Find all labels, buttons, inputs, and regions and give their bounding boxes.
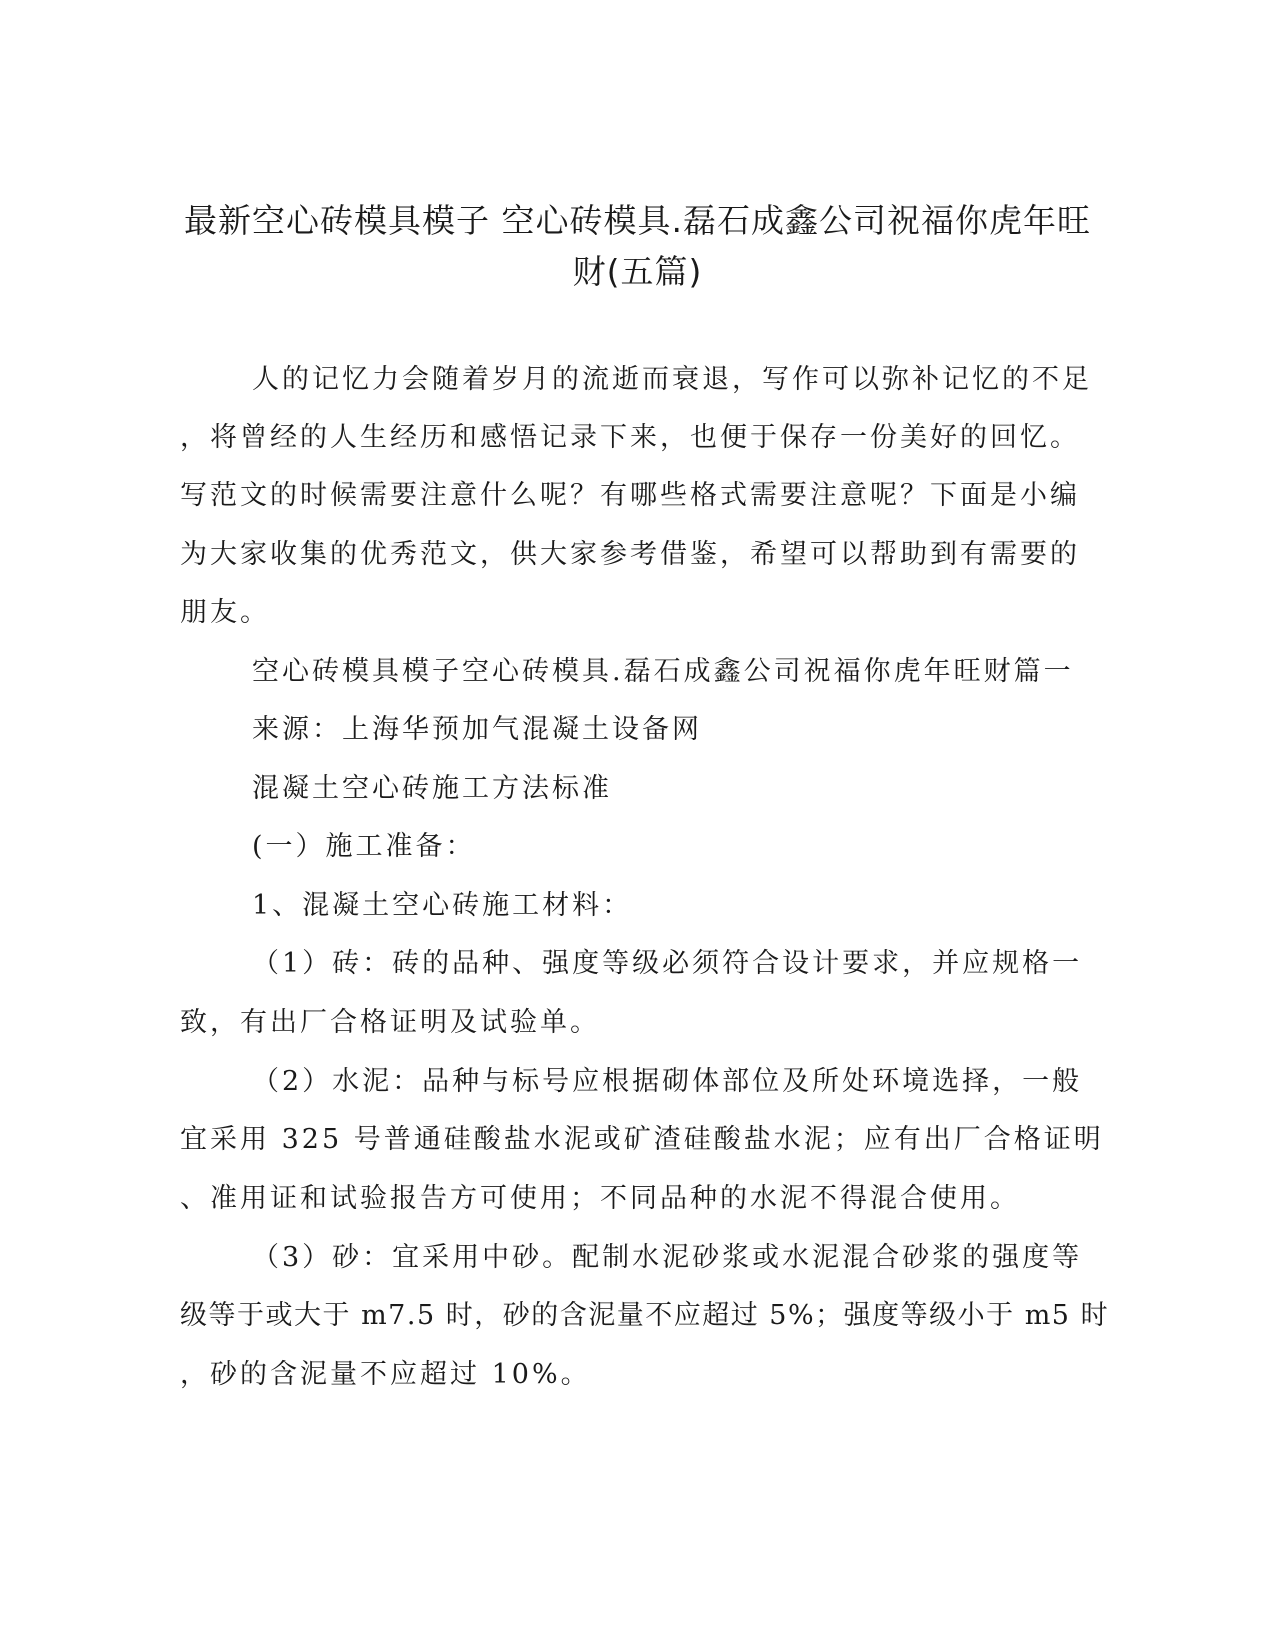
subheading: 1、混凝土空心砖施工材料： [252,890,633,921]
paragraph-line: 级等于或大于 m7.5 时，砂的含泥量不应超过 5%；强度等级小于 m5 时 [180,1300,1110,1331]
paragraph-line: ，将曾经的人生经历和感悟记录下来，也便于保存一份美好的回忆。 [180,422,1080,453]
paragraph-line: （1）砖：砖的品种、强度等级必须符合设计要求，并应规格一 [252,948,1083,979]
title-line-1: 最新空心砖模具模子 空心砖模具.磊石成鑫公司祝福你虎年旺 [184,201,1091,240]
paragraph-line: 、准用证和试验报告方可使用；不同品种的水泥不得混合使用。 [180,1183,1020,1214]
paragraph-line: 人的记忆力会随着岁月的流逝而衰退，写作可以弥补记忆的不足 [252,364,1092,395]
paragraph-line: 宜采用 325 号普通硅酸盐水泥或矿渣硅酸盐水泥；应有出厂合格证明 [180,1124,1104,1155]
paragraph-line: 朋友。 [180,597,270,628]
title-line-2: 财(五篇) [572,252,703,291]
paragraph-line: （3）砂：宜采用中砂。配制水泥砂浆或水泥混合砂浆的强度等 [252,1242,1083,1273]
subheading: 混凝土空心砖施工方法标准 [252,773,612,804]
document-title [160,195,1115,297]
paragraph-line: ，砂的含泥量不应超过 10%。 [180,1359,591,1390]
paragraph-line: （2）水泥：品种与标号应根据砌体部位及所处环境选择，一般 [252,1066,1083,1097]
paragraph-line: 写范文的时候需要注意什么呢？有哪些格式需要注意呢？下面是小编 [180,480,1080,511]
source-line: 来源：上海华预加气混凝土设备网 [252,714,702,745]
paragraph-line: 致，有出厂合格证明及试验单。 [180,1007,600,1038]
section-heading: 空心砖模具模子空心砖模具.磊石成鑫公司祝福你虎年旺财篇一 [252,656,1074,687]
paragraph-line: 为大家收集的优秀范文，供大家参考借鉴，希望可以帮助到有需要的 [180,539,1080,570]
subheading: (一）施工准备： [252,831,476,862]
